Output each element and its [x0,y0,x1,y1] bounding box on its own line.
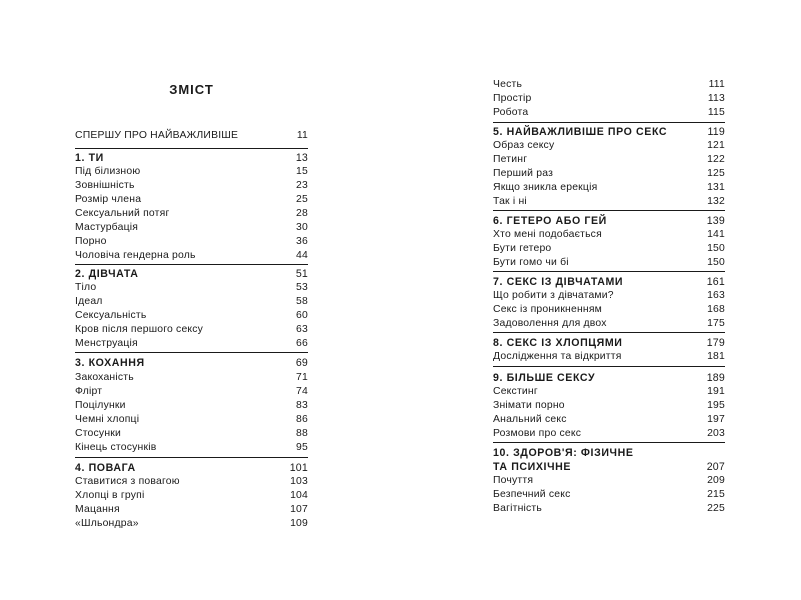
toc-entry-page: 209 [707,475,725,486]
toc-entry-title: Почуття [493,475,534,486]
toc-entry[interactable] [75,249,308,263]
section-page: 101 [289,462,308,474]
section-page: 139 [706,215,725,227]
section-title: 1. ТИ [75,152,104,164]
toc-entry-title: Ставитися з повагою [75,476,180,487]
toc-entry[interactable] [75,165,308,179]
section-title: 5. НАЙВАЖЛИВІШЕ ПРО СЕКС [493,126,668,138]
toc-entry-title: Сексуальність [75,310,147,321]
toc-entry[interactable] [493,303,725,317]
toc-entry-page: 11 [296,130,308,141]
toc-entry-page: 53 [296,282,308,293]
toc-entry-page: 83 [296,400,308,411]
toc-entry-title: Сексуальний потяг [75,208,170,219]
toc-entry-title: Безпечний секс [493,489,571,500]
toc-entry-title: Розмови про секс [493,428,582,439]
toc-entry[interactable] [493,385,725,399]
toc-entry[interactable] [493,242,725,256]
section-title: 2. ДІВЧАТА [75,268,139,280]
toc-entry-title: Що робити з дівчатами? [493,290,614,301]
toc-section-heading[interactable] [493,125,725,139]
toc-section-heading-continued[interactable] [493,460,725,474]
toc-entry[interactable] [493,474,725,488]
section-divider [493,442,725,443]
section-divider [75,352,308,353]
toc-entry[interactable] [75,475,308,489]
toc-entry-title: Честь [493,79,523,90]
toc-entry-page: 115 [707,107,725,118]
toc-entry-page: 86 [296,414,308,425]
toc-entry[interactable] [493,427,725,441]
toc-entry[interactable] [75,179,308,193]
toc-entry[interactable] [493,502,725,516]
toc-entry[interactable] [493,195,725,209]
toc-entry-title: Секстинг [493,386,538,397]
toc-entry[interactable] [75,295,308,309]
toc-entry-page: 66 [296,338,308,349]
section-title: 8. СЕКС ІЗ ХЛОПЦЯМИ [493,337,623,349]
toc-entry-title: Простір [493,93,532,104]
section-page: 207 [706,461,725,473]
toc-entry-page: 44 [296,250,308,261]
toc-entry-title: Поцілунки [75,400,126,411]
toc-entry-title: СПЕРШУ ПРО НАЙВАЖЛИВІШЕ [75,130,239,141]
toc-entry[interactable] [75,413,308,427]
page-title: ЗМІСТ [169,82,214,97]
toc-entry-title: Мастурбація [75,222,139,233]
toc-entry-page: 58 [296,296,308,307]
section-divider [493,332,725,333]
toc-entry[interactable] [75,281,308,295]
toc-entry-title: Тіло [75,282,97,293]
toc-entry-page: 122 [707,154,725,165]
section-title: 10. ЗДОРОВ'Я: ФІЗИЧНЕ [493,447,634,459]
toc-entry[interactable] [493,167,725,181]
toc-entry-page: 109 [290,518,308,529]
toc-section-heading[interactable] [493,275,725,289]
toc-entry[interactable] [75,517,308,531]
toc-entry-page: 104 [290,490,308,501]
toc-entry-page: 203 [707,428,725,439]
toc-entry-page: 175 [707,318,725,329]
toc-section-heading[interactable] [493,336,725,350]
section-divider [75,457,308,458]
section-divider [75,148,308,149]
toc-entry[interactable] [493,399,725,413]
toc-entry[interactable] [493,78,725,92]
toc-entry[interactable] [493,92,725,106]
section-title: 3. КОХАННЯ [75,357,145,369]
section-divider [493,271,725,272]
toc-entry-intro[interactable] [75,129,308,143]
toc-entry[interactable] [75,503,308,517]
toc-entry-page: 121 [707,140,725,151]
toc-entry-title: Петинг [493,154,528,165]
toc-entry-title: Менструація [75,338,138,349]
section-divider [493,122,725,123]
toc-entry-title: «Шльондра» [75,518,139,529]
toc-entry[interactable] [75,399,308,413]
toc-entry-title: Бути гетеро [493,243,552,254]
toc-entry-title: Образ сексу [493,140,555,151]
toc-section-heading[interactable] [75,151,308,165]
toc-entry[interactable] [75,207,308,221]
section-page: 51 [295,268,308,280]
toc-entry[interactable] [493,413,725,427]
toc-entry-page: 30 [296,222,308,233]
toc-section-heading[interactable] [493,214,725,228]
section-page: 161 [706,276,725,288]
toc-entry-title: Хлопці в групі [75,490,145,501]
section-title-line2: ТА ПСИХІЧНЕ [493,461,572,473]
toc-entry-page: 168 [707,304,725,315]
toc-entry[interactable] [75,441,308,455]
toc-entry-title: Перший раз [493,168,554,179]
toc-entry[interactable] [75,323,308,337]
toc-entry-title: Кінець стосунків [75,442,157,453]
toc-entry-page: 163 [707,290,725,301]
toc-entry[interactable] [493,256,725,270]
toc-entry-page: 74 [296,386,308,397]
toc-entry[interactable] [493,228,725,242]
toc-entry[interactable] [75,235,308,249]
toc-entry-page: 150 [707,243,725,254]
toc-entry-title: Анальний секс [493,414,567,425]
toc-entry-page: 95 [296,442,308,453]
toc-entry-page: 195 [707,400,725,411]
toc-entry-title: Дослідження та відкриття [493,351,622,362]
toc-entry-page: 71 [296,372,308,383]
toc-entry-title: Кров після першого сексу [75,324,204,335]
toc-entry[interactable] [493,153,725,167]
toc-entry[interactable] [75,385,308,399]
toc-entry[interactable] [493,488,725,502]
toc-entry-title: Задоволення для двох [493,318,607,329]
toc-section-heading[interactable] [493,371,725,385]
toc-entry-title: Знімати порно [493,400,565,411]
toc-entry[interactable] [493,350,725,364]
section-page: 13 [295,152,308,164]
toc-entry-page: 60 [296,310,308,321]
toc-entry-page: 125 [707,168,725,179]
toc-entry-title: Під білизною [75,166,141,177]
toc-entry-title: Мацання [75,504,120,515]
toc-entry[interactable] [75,309,308,323]
toc-entry-page: 150 [707,257,725,268]
toc-entry-title: Якщо зникла ерекція [493,182,598,193]
section-divider [75,264,308,265]
toc-entry[interactable] [493,289,725,303]
section-divider [493,366,725,367]
toc-entry[interactable] [493,106,725,120]
toc-entry[interactable] [75,221,308,235]
toc-entry-title: Секс із проникненням [493,304,603,315]
toc-entry-title: Порно [75,236,107,247]
toc-entry-page: 88 [296,428,308,439]
toc-section-heading[interactable] [75,267,308,281]
toc-entry-page: 107 [290,504,308,515]
toc-entry-page: 132 [707,196,725,207]
toc-entry[interactable] [493,317,725,331]
toc-entry-title: Закоханість [75,372,134,383]
section-page: 189 [706,372,725,384]
toc-entry-page: 141 [707,229,725,240]
toc-entry-page: 111 [708,79,725,90]
toc-entry-page: 113 [707,93,725,104]
toc-entry-title: Бути гомо чи бі [493,257,569,268]
toc-entry-page: 191 [707,386,725,397]
toc-entry-page: 181 [707,351,725,362]
toc-entry-page: 215 [707,489,725,500]
section-page: 179 [706,337,725,349]
toc-entry[interactable] [75,427,308,441]
section-title: 6. ГЕТЕРО АБО ГЕЙ [493,215,607,227]
toc-entry-title: Робота [493,107,529,118]
toc-entry-page: 103 [290,476,308,487]
toc-entry-page: 131 [707,182,725,193]
toc-entry-title: Так і ні [493,196,527,207]
toc-entry-title: Вагітність [493,503,542,514]
section-page: 69 [295,357,308,369]
toc-entry-page: 36 [296,236,308,247]
section-divider [493,210,725,211]
toc-entry-title: Зовнішність [75,180,135,191]
toc-entry-page: 225 [707,503,725,514]
toc-entry-title: Чемні хлопці [75,414,140,425]
section-title: 4. ПОВАГА [75,462,136,474]
toc-entry-page: 25 [296,194,308,205]
toc-entry[interactable] [75,193,308,207]
toc-entry-page: 63 [296,324,308,335]
toc-entry-title: Хто мені подобається [493,229,602,240]
section-title: 9. БІЛЬШЕ СЕКСУ [493,372,596,384]
toc-section-heading[interactable] [75,461,308,475]
section-title: 7. СЕКС ІЗ ДІВЧАТАМИ [493,276,624,288]
toc-entry-page: 15 [296,166,308,177]
toc-entry-title: Флірт [75,386,103,397]
toc-entry[interactable] [75,371,308,385]
toc-section-heading[interactable] [75,356,308,370]
section-page: 119 [707,126,725,138]
toc-entry-page: 197 [707,414,725,425]
toc-entry[interactable] [493,181,725,195]
toc-entry[interactable] [75,337,308,351]
toc-entry-page: 23 [296,180,308,191]
toc-entry-page: 28 [296,208,308,219]
toc-entry-title: Розмір члена [75,194,142,205]
toc-entry-title: Стосунки [75,428,122,439]
toc-entry-title: Ідеал [75,296,103,307]
toc-entry[interactable] [75,489,308,503]
toc-entry-title: Чоловіча гендерна роль [75,250,196,261]
toc-section-heading[interactable] [493,446,725,460]
toc-entry[interactable] [493,139,725,153]
